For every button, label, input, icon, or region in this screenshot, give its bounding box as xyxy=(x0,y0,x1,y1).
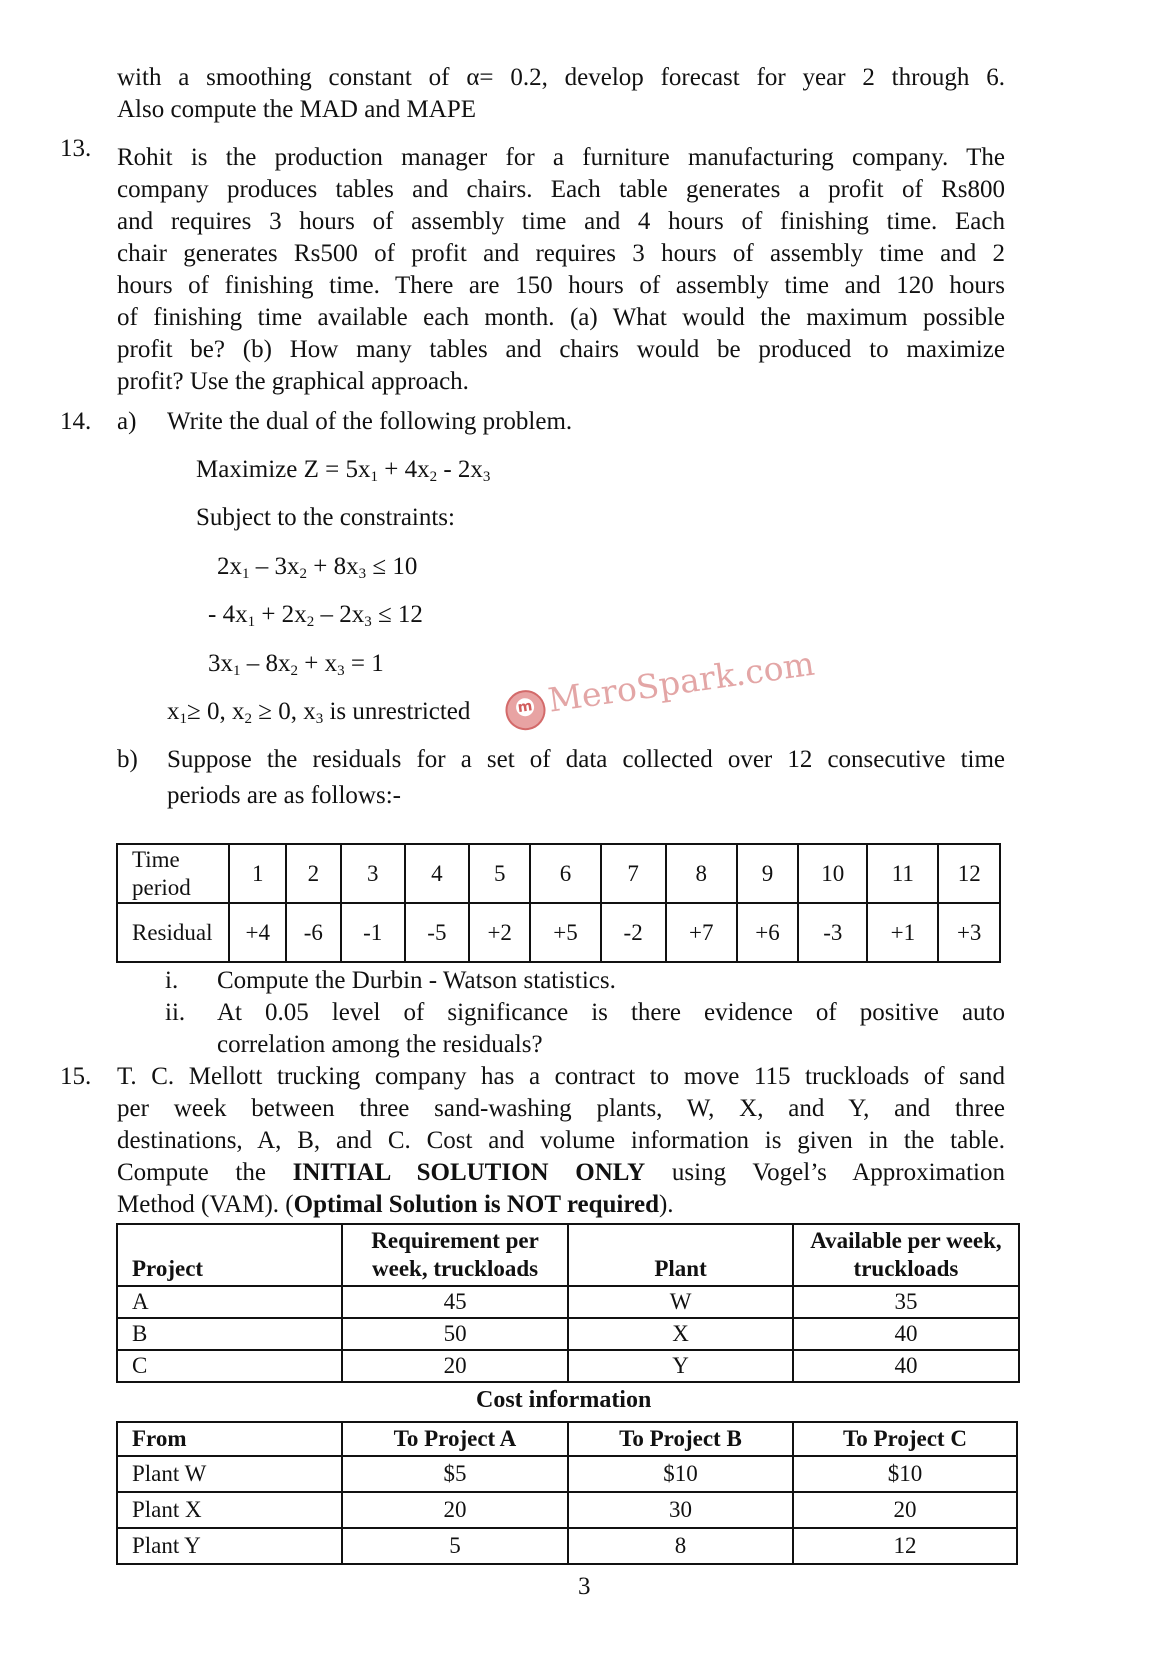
residual-cell: +3 xyxy=(938,903,1000,962)
q14-ii-line-1: At 0.05 level of significance is there evidence of positive auto xyxy=(217,999,1005,1026)
q14-number: 14. xyxy=(60,408,92,435)
residual-cell: +4 xyxy=(229,903,286,962)
cost-table xyxy=(116,1421,1018,1565)
available-cell: 40 xyxy=(793,1318,1019,1350)
residual-cell: +1 xyxy=(867,903,938,962)
residual-cell: -1 xyxy=(341,903,405,962)
table-row xyxy=(117,1456,1017,1492)
cost-information-title: Cost information xyxy=(476,1387,652,1413)
plant-cell: W xyxy=(568,1286,793,1318)
cost-cell: 30 xyxy=(568,1492,793,1528)
period-cell: 8 xyxy=(666,844,737,903)
available-cell: 35 xyxy=(793,1286,1019,1318)
from-cell: Plant Y xyxy=(117,1528,342,1564)
col-header-available: Available per week, truckloads xyxy=(793,1224,1019,1286)
table-row xyxy=(117,1528,1017,1564)
q15-line-5: Method (VAM). (Optimal Solution is NOT required). xyxy=(117,1191,674,1218)
cost-cell: $10 xyxy=(793,1456,1017,1492)
q13-line: profit be? (b) How many tables and chairs would be produced to maximize xyxy=(117,336,1005,363)
requirement-cell: 45 xyxy=(342,1286,568,1318)
col-header-requirement: Requirement per week, truckloads xyxy=(342,1224,568,1286)
period-cell: 11 xyxy=(867,844,938,903)
q14-ii-line-2: correlation among the residuals? xyxy=(217,1031,543,1058)
period-cell: 2 xyxy=(286,844,341,903)
q13-line: hours of finishing time. There are 150 hours of assembly time and 120 hours xyxy=(117,272,1005,299)
cost-cell: 20 xyxy=(793,1492,1017,1528)
objective-text: Maximize $Z = 5x_1 + 4x_2 - 2x_3$ xyxy=(196,456,491,485)
constraint-3-text: $3x_1 - 8x_2 + x_3 = 1$ xyxy=(208,650,384,679)
table-row xyxy=(117,1224,1019,1286)
table-row xyxy=(117,1286,1019,1318)
non-negativity xyxy=(167,696,470,728)
requirement-cell: 50 xyxy=(342,1318,568,1350)
constraint-2 xyxy=(208,599,423,631)
cost-cell: 20 xyxy=(342,1492,568,1528)
q14-i-text: Compute the Durbin - Watson statistics. xyxy=(217,967,616,994)
cost-cell: $5 xyxy=(342,1456,568,1492)
requirement-cell: 20 xyxy=(342,1350,568,1382)
q14-b-label: b) xyxy=(117,746,138,773)
constraint-1-text: $2x_1 - 3x_2 + 8x_3 \le 10$ xyxy=(217,553,418,582)
residual-cell: +2 xyxy=(469,903,530,962)
period-cell: 6 xyxy=(530,844,600,903)
subject-to-label: Subject to the constraints: xyxy=(196,504,455,531)
q15-number: 15. xyxy=(60,1063,92,1090)
cost-cell: $10 xyxy=(568,1456,793,1492)
residual-cell: +6 xyxy=(737,903,798,962)
cost-cell: 8 xyxy=(568,1528,793,1564)
table-row xyxy=(117,1422,1017,1456)
q14-b-line-1: Suppose the residuals for a set of data collected over 12 consecutive time xyxy=(167,746,1005,773)
col-header-from: From xyxy=(117,1422,342,1456)
q15-line-2: per week between three sand-washing plants, W, X, and Y, and three xyxy=(117,1095,1005,1122)
col-header-project: Project xyxy=(117,1224,342,1286)
project-cell: B xyxy=(117,1318,342,1350)
constraint-1 xyxy=(217,551,417,583)
plant-cell: Y xyxy=(568,1350,793,1382)
page-number: 3 xyxy=(578,1573,591,1600)
period-cell: 5 xyxy=(469,844,530,903)
row-header-time-period: Time period xyxy=(117,844,229,903)
residual-cell: -6 xyxy=(286,903,341,962)
non-negativity-text: $x_1\ge 0$, $x_2 \ge 0$, $x_3$ is unrestricted xyxy=(167,698,471,727)
table-row xyxy=(117,844,1000,903)
period-cell: 10 xyxy=(798,844,867,903)
from-cell: Plant W xyxy=(117,1456,342,1492)
plant-cell: X xyxy=(568,1318,793,1350)
period-cell: 4 xyxy=(405,844,469,903)
q14-ii-label: ii. xyxy=(165,999,186,1026)
residual-cell: -3 xyxy=(798,903,867,962)
q15-line-1: T. C. Mellott trucking company has a contract to move 115 truckloads of sand xyxy=(117,1063,1005,1090)
q13-line: of finishing time available each month. (a) What would the maximum possible xyxy=(117,304,1005,331)
cost-cell: 12 xyxy=(793,1528,1017,1564)
period-cell: 12 xyxy=(938,844,1000,903)
constraint-2-text: - $4x_1 + 2x_2 - 2x_3 \le 12$ xyxy=(208,601,423,630)
q14-a-label: a) xyxy=(117,408,137,435)
period-cell: 3 xyxy=(341,844,405,903)
period-cell: 9 xyxy=(737,844,798,903)
project-cell: A xyxy=(117,1286,342,1318)
objective-function xyxy=(196,454,490,486)
project-cell: C xyxy=(117,1350,342,1382)
table-row xyxy=(117,903,1000,962)
row-header-residual: Residual xyxy=(117,903,229,962)
requirement-table xyxy=(116,1223,1020,1383)
table-row xyxy=(117,1350,1019,1382)
col-header-to-project-b: To Project B xyxy=(568,1422,793,1456)
q12-line-2: Also compute the MAD and MAPE xyxy=(117,96,476,123)
col-header-to-project-c: To Project C xyxy=(793,1422,1017,1456)
q14-b-line-2: periods are as follows:- xyxy=(167,782,401,809)
q13-number: 13. xyxy=(60,135,92,162)
table-row xyxy=(117,1318,1019,1350)
q12-line-1: with a smoothing constant of α= 0.2, develop forecast for year 2 through 6. xyxy=(117,64,1005,91)
q13-line: and requires 3 hours of assembly time and 4 hours of finishing time. Each xyxy=(117,208,1005,235)
q13-line: Rohit is the production manager for a furniture manufacturing company. The xyxy=(117,144,1005,171)
col-header-plant: Plant xyxy=(568,1224,793,1286)
q14-i-label: i. xyxy=(165,967,179,994)
q15-line-3: destinations, A, B, and C. Cost and volume information is given in the table. xyxy=(117,1127,1005,1154)
merospark-watermark: m MeroSpark.com xyxy=(502,644,786,732)
residuals-table xyxy=(116,843,1001,963)
period-cell: 1 xyxy=(229,844,286,903)
q13-line: chair generates Rs500 of profit and requires 3 hours of assembly time and 2 xyxy=(117,240,1005,267)
q14-a-text: Write the dual of the following problem. xyxy=(167,408,573,435)
q13-line: company produces tables and chairs. Each table generates a profit of Rs800 xyxy=(117,176,1005,203)
q13-line: profit? Use the graphical approach. xyxy=(117,368,469,395)
residual-cell: +7 xyxy=(666,903,737,962)
from-cell: Plant X xyxy=(117,1492,342,1528)
available-cell: 40 xyxy=(793,1350,1019,1382)
period-cell: 7 xyxy=(601,844,666,903)
table-row xyxy=(117,1492,1017,1528)
residual-cell: +5 xyxy=(530,903,600,962)
residual-cell: -2 xyxy=(601,903,666,962)
merospark-logo-icon: m xyxy=(503,688,548,733)
q15-line-4: Compute the INITIAL SOLUTION ONLY using Vogel’s Approximation xyxy=(117,1159,1005,1186)
col-header-to-project-a: To Project A xyxy=(342,1422,568,1456)
cost-cell: 5 xyxy=(342,1528,568,1564)
constraint-3 xyxy=(208,648,384,680)
residual-cell: -5 xyxy=(405,903,469,962)
